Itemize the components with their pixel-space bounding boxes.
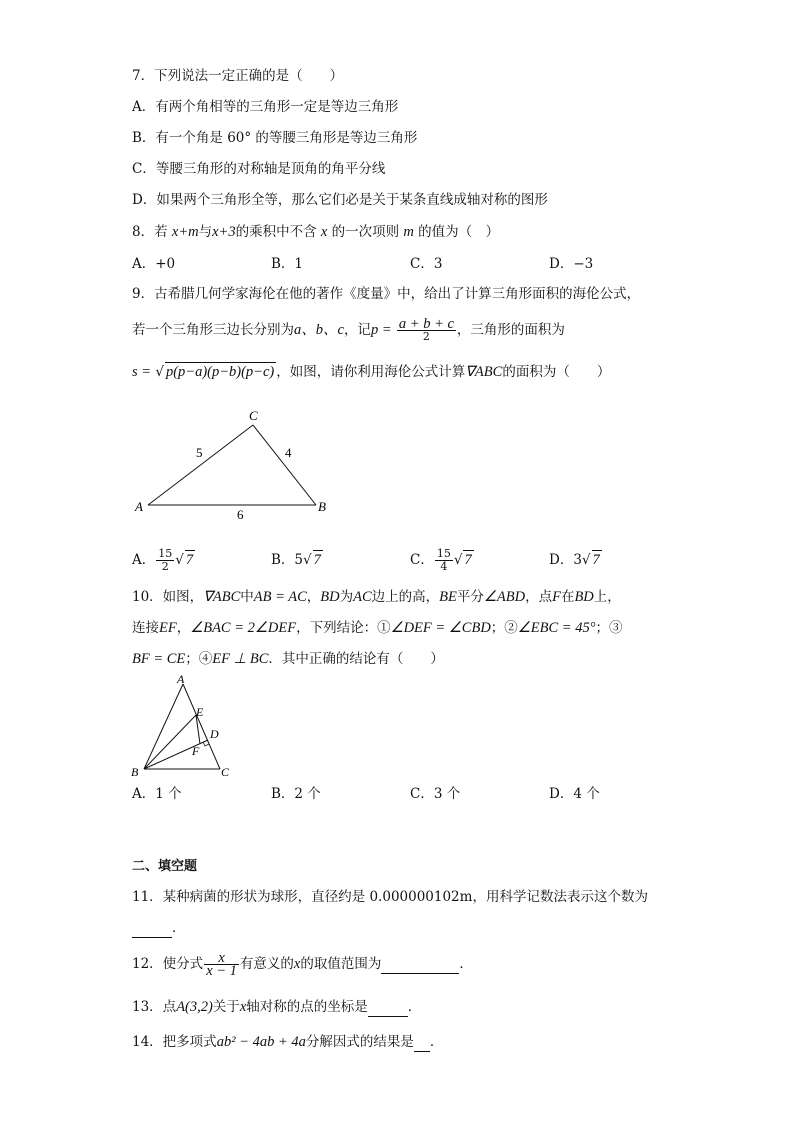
q9-triangle-figure — [130, 405, 340, 525]
q7-option-d: D．如果两个三角形全等，那么它们必是关于某条直线成轴对称的图形 — [132, 192, 548, 208]
bisector-be — [144, 715, 196, 769]
side-bc-length: 4 — [285, 445, 292, 460]
q7-option-a: A．有两个角相等的三角形一定是等边三角形 — [132, 99, 399, 115]
q10-option-d: D．4 个 — [549, 786, 600, 802]
section-fill-in-heading: 二、填空题 — [132, 859, 198, 874]
q10-line-2: 连接EF，∠BAC = 2∠DEF，下列结论：①∠DEF = ∠CBD；②∠EBC = 45°；③ — [132, 620, 623, 636]
q8-option-b: B．1 — [271, 256, 304, 272]
q10-triangle-figure — [128, 672, 238, 782]
q12-stem: 12．使分式 $\frac{x}{x - 1}$ 有意义的x的取值范围为 ． — [132, 950, 473, 979]
p-formula-fraction: $\frac{a + b + c}{2}$ — [398, 316, 454, 343]
vertex-c-label: C — [249, 408, 258, 423]
q10-line-1: 10．如图，∇ABC中AB = AC，BD为AC边上的高，BE平分∠ABD，点F在BD上， — [132, 589, 621, 605]
q14-stem: 14．把多项式ab² − 4ab + 4a分解因式的结果是 ． — [132, 1034, 444, 1050]
q11-stem: 11．某种病菌的形状为球形，直径约是 0.000000102m，用科学记数法表示这个数为 — [132, 889, 648, 905]
q10-line-3: BF = CE；④EF ⊥ BC．其中正确的结论有（ ） — [132, 651, 444, 667]
q10-option-c: C．3 个 — [410, 786, 461, 802]
side-bc — [253, 425, 316, 505]
vertex-a-label: A — [135, 499, 143, 514]
q11-answer-line: ． — [132, 919, 186, 938]
q7-option-c: C．等腰三角形的对称轴是顶角的角平分线 — [132, 161, 386, 177]
q9-option-d: D．3√ 7 — [549, 552, 600, 568]
vertex-b-label: B — [131, 765, 139, 779]
point-f-label: F — [192, 744, 200, 758]
side-ab — [144, 684, 183, 769]
side-ac — [148, 425, 253, 505]
q8-option-a: A．+0 — [132, 256, 176, 272]
q9-line-2: 若一个三角形三边长分别为a、b、c，记p = $\frac{a + b + c}{2}$ ，三角形的面积为 — [132, 316, 565, 343]
q7-option-b: B．有一个角是 60° 的等腰三角形是等边三角形 — [132, 130, 418, 146]
q13-stem: 13．点A(3,2)关于x轴对称的点的坐标是 ． — [132, 999, 422, 1015]
q9-option-c: C． $\frac{15}{4}$ √ 7 — [410, 547, 472, 573]
q7-stem: 7．下列说法一定正确的是（ ） — [132, 68, 344, 84]
vertex-c-label: C — [221, 765, 230, 779]
point-d-label: D — [210, 727, 219, 741]
vertex-b-label: B — [318, 499, 326, 514]
q8-option-c: C．3 — [410, 256, 443, 272]
q8-option-d: D．−3 — [549, 256, 594, 272]
q13-blank[interactable] — [368, 998, 408, 1017]
q9-line-3: s = √ p(p−a)(p−b)(p−c) ，如图，请你利用海伦公式计算∇ABC的面积为（ ） — [132, 364, 611, 380]
q9-line-1: 9．古希腊几何学家海伦在他的著作《度量》中，给出了计算三角形面积的海伦公式， — [132, 286, 641, 302]
q10-option-b: B．2 个 — [271, 786, 321, 802]
q12-blank[interactable] — [381, 955, 459, 974]
point-e-label: E — [196, 705, 204, 719]
q12-fraction: $\frac{x}{x - 1}$ — [206, 950, 237, 979]
vertex-a-label: A — [177, 672, 185, 686]
q14-blank[interactable] — [414, 1033, 430, 1052]
heron-radical: p(p−a)(p−b)(p−c) — [165, 364, 275, 380]
side-ab-length: 6 — [237, 507, 244, 522]
q9-option-b: B．5√ 7 — [271, 552, 321, 568]
side-ac-length: 5 — [196, 445, 203, 460]
q8-stem: 8．若 x+m与x+3的乘积中不含 x 的一次项则 m 的值为（ ） — [132, 224, 500, 240]
q9-option-a: A． $\frac{15}{2}$ √ 7 — [132, 547, 194, 573]
q10-option-a: A．1 个 — [132, 786, 182, 802]
q11-blank[interactable] — [132, 919, 172, 938]
